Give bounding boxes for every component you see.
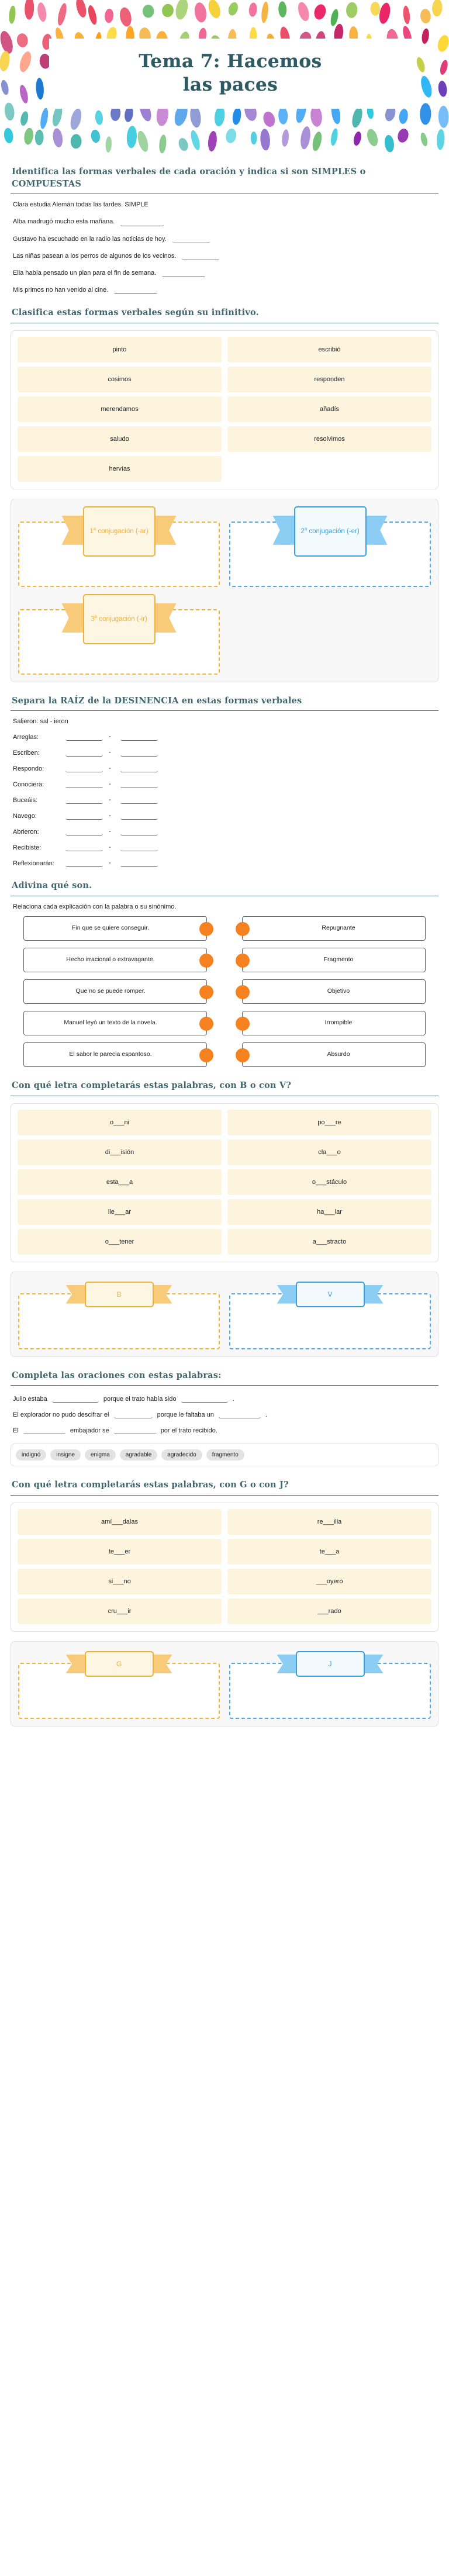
exercise-7-g-o-j (11, 1479, 438, 1726)
answer-blank[interactable] (162, 270, 205, 277)
verb-tile[interactable]: responden (227, 367, 431, 392)
fill-blank[interactable] (181, 1395, 228, 1403)
fill-text-part: . (232, 1396, 234, 1403)
page-header (0, 0, 449, 153)
desinencia-blank[interactable] (120, 828, 158, 835)
ribbon-text: conjugación (-ar) (98, 528, 148, 536)
desinencia-blank[interactable] (120, 765, 158, 772)
raiz-row (13, 765, 436, 772)
fill-blank[interactable] (219, 1411, 261, 1418)
connector-dot-icon[interactable] (199, 1048, 213, 1062)
verb-label: Navego: (13, 813, 37, 820)
raiz-row (13, 844, 436, 851)
dropzone-letter-b[interactable] (18, 1290, 220, 1349)
dropzone-letter-v[interactable] (229, 1290, 431, 1349)
fill-text-part: Julio estaba (13, 1396, 47, 1403)
raiz-row (13, 812, 436, 820)
fill-text-part: . (265, 1411, 268, 1419)
page-title-line1: Tema 7: Hacemos (139, 51, 322, 72)
sentence-text: Mis primos no han venido al cine. (13, 286, 109, 294)
exercise-5-tile-card (11, 1103, 438, 1262)
match-left-text: Que no se puede romper. (75, 987, 146, 995)
exercise-5-tile-grid (18, 1110, 431, 1255)
exercise-4-adivina-que-son (11, 880, 438, 1067)
ribbon-text: conjugación (-er) (309, 528, 360, 536)
word-bank-chip[interactable]: agradecido (161, 1449, 202, 1460)
exercise-1-title: Identifica las formas verbales de cada oración y indica si son SIMPLES o COMPUESTAS (12, 167, 366, 189)
ribbon-ordinal: 3 (91, 616, 95, 623)
verb-tile[interactable]: saludo (18, 426, 222, 452)
match-right-item[interactable] (242, 948, 426, 972)
fill-blank[interactable] (52, 1395, 99, 1403)
desinencia-blank[interactable] (120, 844, 158, 851)
fill-text-part: El (13, 1427, 19, 1435)
ribbon-label: J (296, 1651, 365, 1677)
raiz-row (13, 781, 436, 788)
page-title-line2: las paces (182, 74, 278, 95)
ribbon-banner (85, 1651, 154, 1677)
match-left-item[interactable] (23, 1042, 207, 1067)
separator-dash: - (109, 828, 111, 835)
connector-dot-icon[interactable] (236, 985, 250, 999)
match-right-item[interactable] (242, 1042, 426, 1067)
ribbon-ordinal-sup: a (94, 614, 98, 620)
match-left-text: Manuel leyó un texto de la novela. (64, 1019, 157, 1027)
verb-tile[interactable]: cosimos (18, 367, 222, 392)
word-tile[interactable]: re___illa (227, 1509, 431, 1535)
sentence-text: Las niñas pasean a los perros de algunos de los vecinos. (13, 252, 177, 260)
exercise-6-completa-oraciones (11, 1370, 438, 1467)
match-left-item[interactable] (23, 979, 207, 1004)
sentence-row (13, 201, 436, 209)
match-right-item[interactable] (242, 1011, 426, 1035)
ribbon-ordinal-sup: a (304, 526, 308, 532)
exercise-6-word-bank (11, 1444, 438, 1466)
word-tile[interactable]: a___stracto (227, 1229, 431, 1255)
word-tile[interactable]: si___no (18, 1569, 222, 1594)
sentence-row (13, 286, 436, 294)
sentence-row (13, 218, 436, 226)
fill-text-part: El explorador no pudo descifrar el (13, 1411, 109, 1419)
raiz-blank[interactable] (65, 734, 103, 741)
word-tile[interactable]: ha___lar (227, 1199, 431, 1225)
raiz-blank[interactable] (65, 844, 103, 851)
exercise-7-dropzone-grid (18, 1650, 431, 1719)
exercise-5-b-o-v (11, 1080, 438, 1357)
ribbon-label: V (296, 1282, 365, 1307)
match-right-text: Objetivo (327, 987, 350, 995)
raiz-blank[interactable] (65, 765, 103, 772)
exercise-4-match-grid (11, 916, 438, 1067)
match-left-item[interactable] (23, 1011, 207, 1035)
raiz-blank[interactable] (65, 813, 103, 820)
fill-text-part: embajador se (70, 1427, 109, 1435)
verb-tile[interactable]: resolvimos (227, 426, 431, 452)
word-bank-chip[interactable]: indignó (16, 1449, 46, 1460)
word-tile[interactable]: o___stáculo (227, 1169, 431, 1195)
connector-dot-icon[interactable] (199, 1017, 213, 1031)
exercise-7-tile-grid (18, 1509, 431, 1624)
connector-dot-icon[interactable] (199, 922, 213, 936)
verb-label: Escriben: (13, 750, 40, 757)
fill-sentence-row (13, 1408, 436, 1422)
word-tile[interactable]: ___rado (227, 1598, 431, 1624)
dropzone-3a-conjugacion[interactable] (18, 609, 220, 675)
exercise-3-example: Salieron: sal - ieron (13, 718, 68, 726)
word-bank-chip[interactable]: fragmento (206, 1449, 244, 1460)
exercise-7-tile-card (11, 1503, 438, 1632)
desinencia-blank[interactable] (120, 750, 158, 757)
exercise-4-instructions: Relaciona cada explicación con la palabra o su sinónimo. (13, 903, 177, 911)
verb-label: Conociera: (13, 781, 44, 789)
word-bank-chip[interactable]: agradable (120, 1449, 157, 1460)
verb-label: Arreglas: (13, 734, 39, 741)
ribbon-label (294, 506, 367, 557)
ribbon-banner (296, 1282, 365, 1307)
match-left-text: El sabor le parecia espantoso. (69, 1051, 152, 1058)
match-left-item[interactable] (23, 948, 207, 972)
word-tile[interactable]: po___re (227, 1110, 431, 1135)
verb-label: Abrieron: (13, 828, 39, 836)
worksheet-body (0, 166, 449, 1744)
ribbon-text: conjugación (-ir) (99, 616, 147, 623)
exercise-2-title: Clasifica estas formas verbales según su infinitivo. (12, 308, 259, 318)
word-tile[interactable]: te___a (227, 1539, 431, 1565)
match-left-item[interactable] (23, 916, 207, 941)
answer-blank[interactable] (172, 236, 210, 243)
page-title (139, 50, 322, 96)
raiz-blank[interactable] (65, 781, 103, 788)
sentence-row (13, 236, 436, 243)
dropzone-1a-conjugacion[interactable] (18, 522, 220, 587)
match-right-item[interactable] (242, 979, 426, 1004)
connector-dot-icon[interactable] (236, 1017, 250, 1031)
exercise-2-dropzone-grid (18, 507, 431, 675)
dropzone-empty-slot (229, 595, 431, 675)
separator-dash: - (109, 765, 111, 772)
exercise-6-title: Completa las oraciones con estas palabras: (12, 1370, 222, 1380)
separator-dash: - (109, 859, 111, 867)
exercise-7-dropzone-card (11, 1641, 438, 1726)
exercise-2-tile-grid (18, 337, 431, 482)
sentence-text: Clara estudia Alemán todas las tardes. SIMPLE (13, 201, 148, 209)
ribbon-ordinal-sup: a (93, 526, 96, 532)
word-tile[interactable]: esta___a (18, 1169, 222, 1195)
separator-dash: - (109, 844, 111, 851)
verb-tile[interactable]: escribió (227, 337, 431, 362)
desinencia-blank[interactable] (120, 813, 158, 820)
ribbon-label (83, 594, 156, 644)
exercise-3-title: Separa la RAÍZ de la DESINENCIA en estas formas verbales (12, 695, 302, 706)
separator-dash: - (109, 749, 111, 757)
match-right-text: Repugnante (322, 924, 355, 932)
ribbon-banner (296, 1651, 365, 1677)
match-left-text: Hecho irracional o extravagante. (66, 956, 155, 964)
raiz-blank[interactable] (65, 860, 103, 867)
connector-dot-icon[interactable] (236, 954, 250, 968)
exercise-2-dropzone-card (11, 499, 438, 682)
exercise-6-sentence-list (11, 1393, 438, 1438)
exercise-2-tile-card (11, 330, 438, 489)
exercise-7-title: Con qué letra completarás estas palabras, con G o con J? (12, 1480, 289, 1490)
raiz-blank[interactable] (65, 828, 103, 835)
verb-tile[interactable]: hervías (18, 456, 222, 482)
fill-blank[interactable] (23, 1427, 65, 1434)
exercise-1-simples-compuestas (11, 166, 438, 294)
separator-dash: - (109, 796, 111, 804)
dropzone-2a-conjugacion[interactable] (229, 522, 431, 587)
word-tile[interactable]: amí___dalas (18, 1509, 222, 1535)
answer-blank[interactable] (114, 287, 157, 294)
verb-tile-placeholder (227, 456, 431, 482)
verb-tile[interactable]: pinto (18, 337, 222, 362)
answer-blank[interactable] (182, 253, 219, 260)
exercise-3-raiz-desinencia (11, 695, 438, 868)
connector-dot-icon[interactable] (236, 1048, 250, 1062)
separator-dash: - (109, 733, 111, 741)
word-tile[interactable]: cru___ir (18, 1598, 222, 1624)
desinencia-blank[interactable] (120, 734, 158, 741)
match-right-item[interactable] (242, 916, 426, 941)
fill-blank[interactable] (114, 1427, 156, 1434)
word-bank-chip[interactable]: enigma (85, 1449, 116, 1460)
word-tile[interactable]: lle___ar (18, 1199, 222, 1225)
ribbon-label: G (85, 1651, 154, 1677)
word-tile[interactable]: o___ni (18, 1110, 222, 1135)
separator-dash: - (109, 812, 111, 820)
sentence-text: Alba madrugó mucho esta mañana. (13, 218, 115, 226)
dropzone-letter-j[interactable] (229, 1660, 431, 1719)
raiz-blank[interactable] (65, 750, 103, 757)
verb-tile[interactable]: merendamos (18, 396, 222, 422)
match-right-text: Irrompible (324, 1019, 353, 1027)
verb-label: Reflexionarán: (13, 860, 54, 868)
connector-dot-icon[interactable] (236, 922, 250, 936)
answer-blank[interactable] (120, 219, 164, 226)
verb-label: Respondo: (13, 765, 44, 773)
ribbon-ordinal: 2 (301, 528, 305, 536)
divider (11, 1495, 438, 1496)
ribbon-label: B (85, 1282, 154, 1307)
word-tile[interactable]: o___tener (18, 1229, 222, 1255)
separator-dash: - (109, 781, 111, 788)
exercise-5-title: Con qué letra completarás estas palabras, con B o con V? (12, 1080, 292, 1091)
raiz-row (13, 796, 436, 804)
exercise-2-clasifica-infinitivo (11, 307, 438, 682)
desinencia-blank[interactable] (120, 860, 158, 867)
divider (11, 710, 438, 711)
ribbon-banner (83, 506, 156, 557)
ribbon-banner (85, 1282, 154, 1307)
sentence-row (13, 270, 436, 277)
verb-tile[interactable]: añadís (227, 396, 431, 422)
word-tile[interactable]: ___oyero (227, 1569, 431, 1594)
match-left-text: Fin que se quiere conseguir. (72, 924, 149, 932)
exercise-5-dropzone-grid (18, 1280, 431, 1349)
exercise-3-row-list (11, 718, 438, 867)
match-right-text: Absurdo (327, 1051, 350, 1058)
connector-dot-icon[interactable] (199, 954, 213, 968)
fill-text-part: porque el trato había sido (103, 1396, 177, 1403)
sentence-text: Ella había pensado un plan para el fin de semana. (13, 269, 157, 277)
raiz-row (13, 859, 436, 867)
word-bank-chip[interactable]: insigne (50, 1449, 81, 1460)
word-tile[interactable]: cla___o (227, 1139, 431, 1165)
fill-text-part: porque le faltaba un (157, 1411, 214, 1419)
exercise-4-title: Adivina qué son. (12, 880, 92, 891)
verb-label: Buceáis: (13, 797, 38, 804)
dropzone-letter-g[interactable] (18, 1660, 220, 1719)
exercise-1-sentence-list (11, 201, 438, 294)
match-right-text: Fragmento (323, 956, 354, 964)
fill-sentence-row (13, 1393, 436, 1406)
raiz-row (13, 733, 436, 741)
raiz-row (13, 749, 436, 757)
ribbon-label (83, 506, 156, 557)
exercise-5-dropzone-card (11, 1272, 438, 1357)
fill-blank[interactable] (114, 1411, 153, 1418)
word-tile[interactable]: te___er (18, 1539, 222, 1565)
ribbon-banner (294, 506, 367, 557)
raiz-row (13, 828, 436, 835)
connector-dot-icon[interactable] (199, 985, 213, 999)
fill-text-part: por el trato recibido. (160, 1427, 217, 1435)
sentence-row (13, 253, 436, 260)
divider (11, 1385, 438, 1386)
desinencia-blank[interactable] (120, 797, 158, 804)
ribbon-ordinal: 1 (89, 528, 94, 536)
raiz-blank[interactable] (65, 797, 103, 804)
word-tile[interactable]: di___isión (18, 1139, 222, 1165)
ribbon-banner (83, 594, 156, 644)
desinencia-blank[interactable] (120, 781, 158, 788)
sentence-text: Gustavo ha escuchado en la radio las noticias de hoy. (13, 235, 167, 243)
verb-label: Recibiste: (13, 844, 42, 852)
title-plate (49, 39, 412, 109)
fill-sentence-row (13, 1424, 436, 1438)
